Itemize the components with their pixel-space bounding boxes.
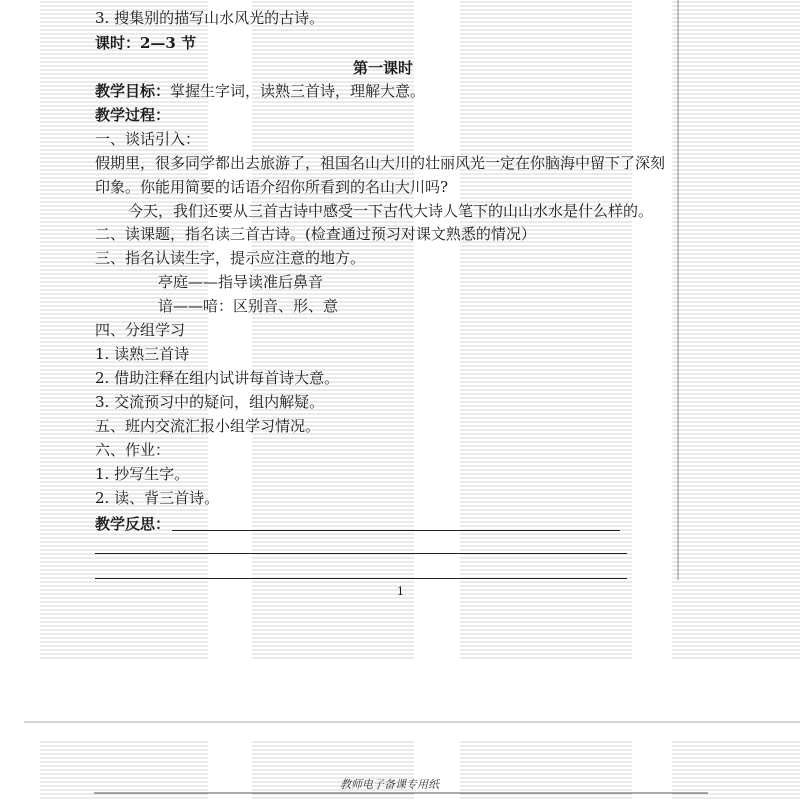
- section-5: 五、班内交流汇报小组学习情况。: [95, 417, 321, 435]
- paragraph-1-line-2: 印象。你能用简要的话语介绍你所看到的名山大川吗?: [95, 178, 449, 196]
- section-4-item-3: 3. 交流预习中的疑问，组内解疑。: [95, 393, 325, 411]
- reflection-rule-3: [95, 578, 627, 579]
- reflection-label: 教学反思：: [95, 515, 171, 533]
- section-2: 二、读课题，指名读三首古诗。(检查通过预习对课文熟悉的情况）: [95, 225, 536, 243]
- goal-label: 教学目标：: [95, 82, 171, 100]
- reflection-rule-2: [95, 553, 627, 554]
- section-3-item-a: 亭庭——指导读准后鼻音: [158, 273, 324, 291]
- section-4-item-2: 2. 借助注释在组内试讲每首诗大意。: [95, 369, 340, 387]
- lesson-title: 第一课时: [353, 59, 414, 77]
- page-number: 1: [397, 585, 404, 598]
- section-6-item-1: 1. 抄写生字。: [95, 465, 190, 483]
- section-6-item-2: 2. 读、背三首诗。: [95, 489, 220, 507]
- section-4: 四、分组学习: [95, 321, 186, 339]
- teaching-goal: [95, 81, 425, 101]
- prep-item-3: 3. 搜集别的描写山水风光的古诗。: [95, 9, 325, 27]
- section-1: 一、谈话引入：: [95, 130, 201, 148]
- lesson-hours: [95, 33, 196, 53]
- section-4-item-1: 1. 读熟三首诗: [95, 345, 190, 363]
- paragraph-1-line-1: 假期里，很多同学都出去旅游了，祖国名山大川的壮丽风光一定在你脑海中留下了深刻: [95, 154, 666, 172]
- section-3: 三、指名认读生字，提示应注意的地方。: [95, 249, 366, 267]
- footer-caption: 教师电子备课专用纸: [340, 778, 439, 791]
- paragraph-2: 今天，我们还要从三首古诗中感受一下古代大诗人笔下的山山水水是什么样的。: [128, 202, 654, 220]
- reflection-rule-1: [172, 530, 620, 531]
- section-6: 六、作业：: [95, 441, 171, 459]
- hours-text: 课时：2—3 节: [95, 34, 197, 52]
- section-3-item-b: 谙——喑：区别音、形、意: [158, 297, 339, 315]
- goal-text: 掌握生字词，读熟三首诗，理解大意。: [170, 82, 426, 100]
- process-label: 教学过程：: [95, 106, 171, 124]
